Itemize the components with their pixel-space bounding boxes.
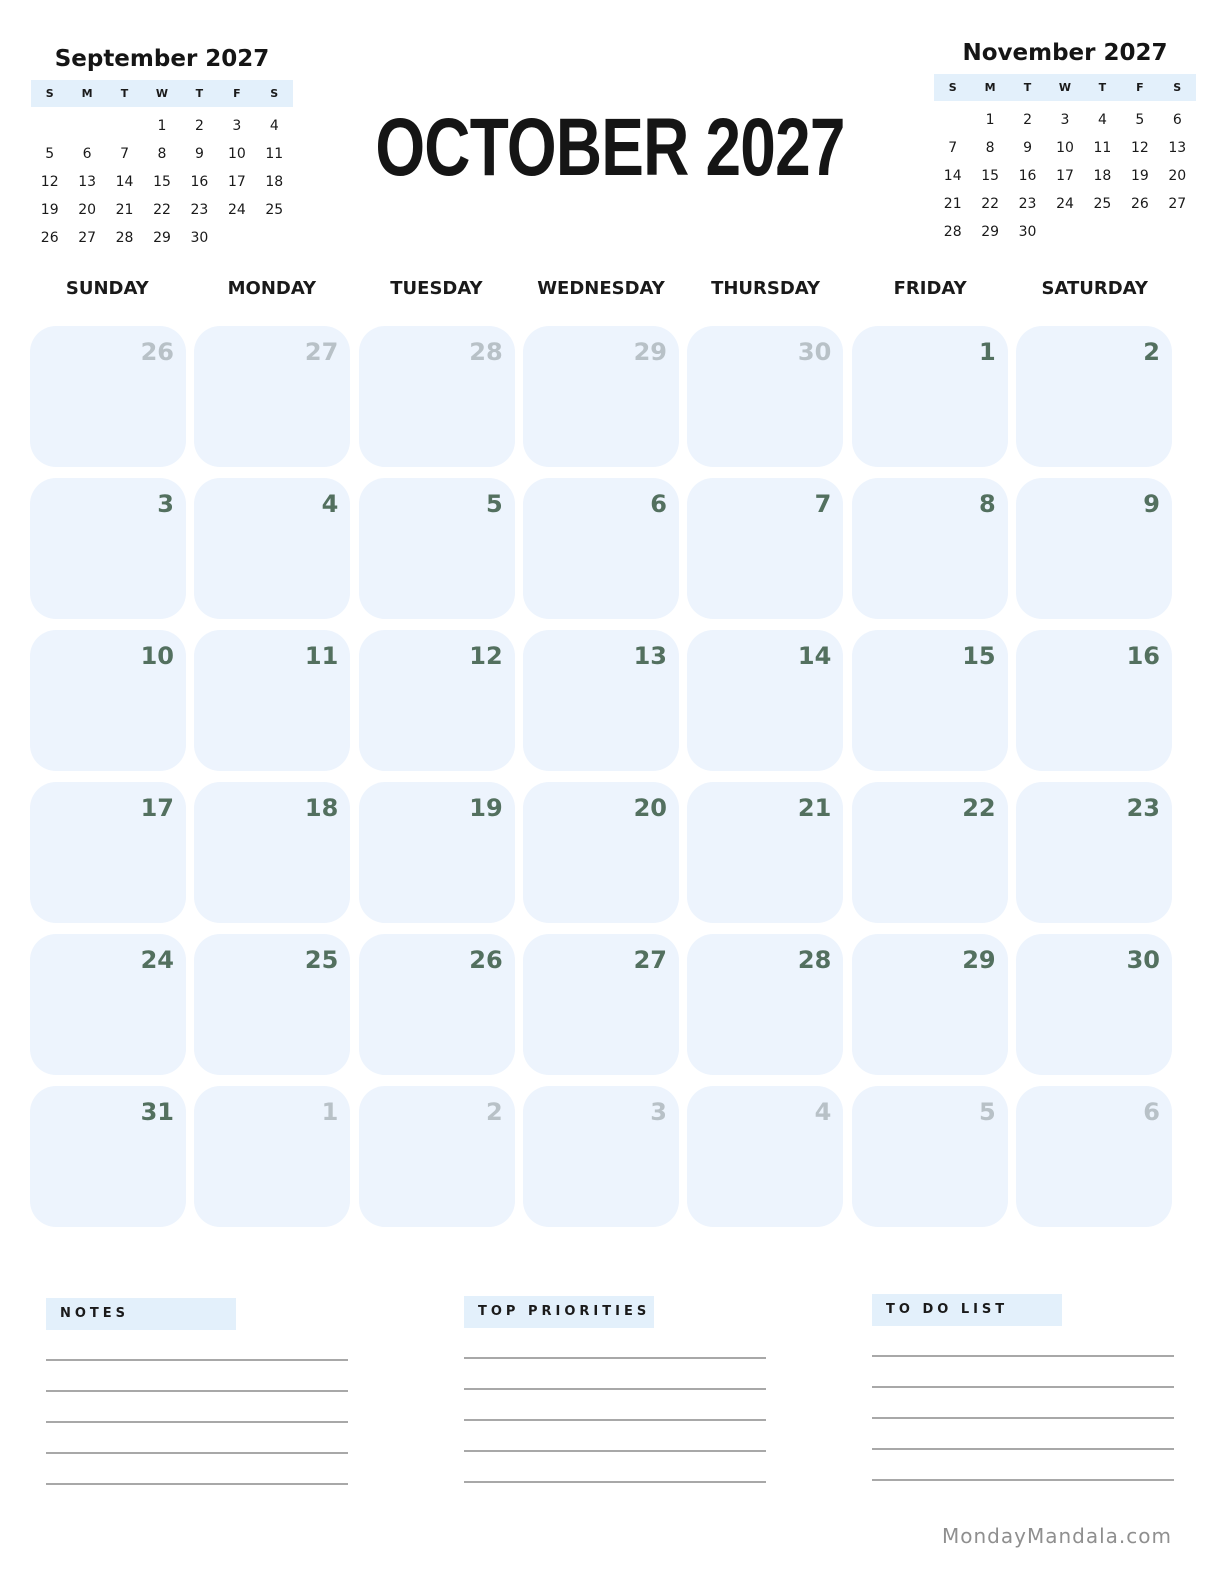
day-cell[interactable] <box>687 630 843 771</box>
day-number: 23 <box>1126 794 1160 822</box>
day-cell[interactable] <box>359 782 515 923</box>
day-number: 11 <box>304 642 339 670</box>
day-number: 22 <box>962 794 996 822</box>
weekday-label: THURSDAY <box>711 278 821 299</box>
day-number: 24 <box>140 946 174 974</box>
page-title: OCTOBER 2027 <box>375 102 845 193</box>
weekday-header-row <box>25 278 1177 299</box>
day-number: 3 <box>650 1098 667 1126</box>
day-number: 10 <box>140 642 174 670</box>
mini-calendar-cell: 30 <box>190 230 209 246</box>
notes-label: NOTES <box>46 1298 236 1330</box>
mini-calendar-cell: 22 <box>981 196 1000 212</box>
day-number: 4 <box>321 490 339 518</box>
mini-calendar-cell: 22 <box>153 202 171 218</box>
day-cell[interactable] <box>30 478 186 619</box>
mini-calendar-cell: S <box>1173 81 1182 94</box>
mini-calendar-cell: 3 <box>232 118 242 134</box>
mini-calendar-november <box>934 38 1196 246</box>
mini-calendar-cell: 12 <box>1130 140 1149 156</box>
mini-calendar-cell: 6 <box>82 146 92 162</box>
notes-line[interactable] <box>46 1483 348 1485</box>
mini-calendar-cell: 13 <box>78 174 97 190</box>
mini-calendar-cell: 2 <box>1023 112 1033 128</box>
mini-calendar-cell: 27 <box>1168 196 1187 212</box>
day-number: 26 <box>140 338 174 366</box>
weekday-label: SATURDAY <box>1041 278 1148 299</box>
priorities-line[interactable] <box>464 1419 766 1421</box>
day-cell[interactable] <box>523 630 679 771</box>
mini-calendar-cell: 23 <box>190 202 209 218</box>
day-cell[interactable] <box>30 630 186 771</box>
day-number: 20 <box>633 794 667 822</box>
day-cell[interactable] <box>687 326 843 467</box>
mini-calendar-cell: 25 <box>1093 196 1112 212</box>
day-number: 1 <box>978 338 996 366</box>
todo-line[interactable] <box>872 1386 1174 1388</box>
mini-calendar-cell: S <box>270 87 279 100</box>
day-number: 29 <box>962 946 996 974</box>
mini-calendar-cell: T <box>1098 81 1107 94</box>
priorities-line[interactable] <box>464 1450 766 1452</box>
mini-calendar-cell: 10 <box>1056 140 1074 156</box>
mini-calendar-cell: W <box>1058 81 1072 94</box>
notes-line[interactable] <box>46 1452 348 1454</box>
mini-calendar-cell: 14 <box>943 168 962 184</box>
mini-calendar-cell: 19 <box>40 202 59 218</box>
day-cell[interactable] <box>523 326 679 467</box>
mini-calendar-days <box>934 106 1196 246</box>
day-cell[interactable] <box>523 782 679 923</box>
notes-section <box>46 1298 348 1485</box>
day-number: 21 <box>797 794 832 822</box>
mini-calendar-cell: T <box>120 87 129 100</box>
day-cell[interactable] <box>194 782 350 923</box>
mini-calendar-cell: 29 <box>153 230 171 246</box>
mini-calendar-cell: 7 <box>948 140 958 156</box>
day-number: 27 <box>633 946 667 974</box>
day-cell[interactable] <box>687 478 843 619</box>
mini-calendar-cell: 25 <box>265 202 284 218</box>
day-cell[interactable] <box>852 326 1008 467</box>
weekday-label: TUESDAY <box>390 278 483 299</box>
day-cell[interactable] <box>523 478 679 619</box>
day-cell[interactable] <box>359 326 515 467</box>
mini-calendar-cell: 24 <box>227 202 246 218</box>
day-cell[interactable] <box>852 934 1008 1075</box>
month-grid <box>30 326 1178 1227</box>
day-cell[interactable] <box>852 1086 1008 1227</box>
day-number: 12 <box>469 642 503 670</box>
mini-calendar-cell: 10 <box>227 146 246 162</box>
day-cell[interactable] <box>30 326 186 467</box>
mini-calendar-cell: 16 <box>1018 168 1037 184</box>
day-cell[interactable] <box>30 782 186 923</box>
priorities-line[interactable] <box>464 1481 766 1483</box>
day-number: 25 <box>304 946 339 974</box>
day-cell[interactable] <box>687 934 843 1075</box>
notes-line[interactable] <box>46 1390 348 1392</box>
mini-calendar-cell: 8 <box>157 146 167 162</box>
day-number: 29 <box>633 338 667 366</box>
mini-calendar-cell: 9 <box>1023 140 1033 156</box>
day-cell[interactable] <box>194 934 350 1075</box>
mini-calendar-weekdays <box>934 74 1196 101</box>
day-cell[interactable] <box>359 934 515 1075</box>
day-number: 9 <box>1143 490 1160 518</box>
day-number: 28 <box>797 946 832 974</box>
to-do-list-section <box>872 1294 1174 1481</box>
mini-calendar-cell: 9 <box>194 146 204 162</box>
mini-calendar-cell: 21 <box>115 202 134 218</box>
mini-calendar-cell: 4 <box>269 118 279 134</box>
notes-line[interactable] <box>46 1421 348 1423</box>
mini-calendar-cell: F <box>233 87 241 100</box>
mini-calendar-cell: 11 <box>265 146 284 162</box>
to-do-list-label: TO DO LIST <box>872 1294 1062 1326</box>
day-number: 15 <box>962 642 996 670</box>
mini-calendar-cell: 14 <box>115 174 134 190</box>
day-number: 26 <box>469 946 503 974</box>
footer-watermark: MondayMandala.com <box>942 1524 1172 1548</box>
mini-calendar-cell: 30 <box>1018 224 1037 240</box>
mini-calendar-cell: 24 <box>1056 196 1074 212</box>
day-cell[interactable] <box>1016 782 1172 923</box>
day-number: 18 <box>304 794 339 822</box>
day-cell[interactable] <box>852 478 1008 619</box>
mini-calendar-cell: 4 <box>1097 112 1107 128</box>
todo-line[interactable] <box>872 1417 1174 1419</box>
day-number: 13 <box>633 642 667 670</box>
mini-calendar-cell: W <box>155 87 169 100</box>
mini-calendar-cell: 2 <box>194 118 204 134</box>
mini-calendar-cell: 17 <box>1056 168 1074 184</box>
mini-calendar-cell: S <box>45 87 54 100</box>
day-number: 19 <box>469 794 503 822</box>
mini-calendar-cell: 15 <box>153 174 171 190</box>
mini-calendar-cell: 28 <box>943 224 962 240</box>
mini-calendar-cell: 18 <box>265 174 284 190</box>
day-cell[interactable] <box>359 478 515 619</box>
day-cell[interactable] <box>1016 934 1172 1075</box>
day-cell[interactable] <box>30 934 186 1075</box>
day-number: 16 <box>1126 642 1160 670</box>
mini-calendar-cell: 3 <box>1060 112 1070 128</box>
day-number: 2 <box>485 1098 503 1126</box>
day-number: 30 <box>797 338 832 366</box>
weekday-label: WEDNESDAY <box>537 278 665 299</box>
top-priorities-label: TOP PRIORITIES <box>464 1296 654 1328</box>
mini-calendar-cell: 15 <box>981 168 1000 184</box>
day-number: 7 <box>814 490 832 518</box>
day-cell[interactable] <box>1016 1086 1172 1227</box>
day-cell[interactable] <box>523 1086 679 1227</box>
day-number: 30 <box>1126 946 1160 974</box>
day-number: 3 <box>157 490 174 518</box>
mini-calendar-cell: T <box>195 87 204 100</box>
mini-calendar-cell: 19 <box>1130 168 1149 184</box>
day-number: 14 <box>797 642 832 670</box>
day-number: 31 <box>140 1098 174 1126</box>
day-number: 17 <box>140 794 174 822</box>
top-priorities-section <box>464 1296 766 1483</box>
day-number: 4 <box>814 1098 832 1126</box>
mini-calendar-cell: 12 <box>40 174 59 190</box>
day-number: 6 <box>1143 1098 1160 1126</box>
day-cell[interactable] <box>1016 630 1172 771</box>
mini-calendar-cell: 26 <box>1130 196 1149 212</box>
day-number: 2 <box>1143 338 1160 366</box>
mini-calendar-cell: 16 <box>190 174 209 190</box>
priorities-line[interactable] <box>464 1357 766 1359</box>
day-number: 8 <box>978 490 996 518</box>
mini-calendar-cell: F <box>1136 81 1144 94</box>
mini-calendar-cell: T <box>1023 81 1032 94</box>
mini-calendar-cell: 26 <box>40 230 59 246</box>
day-cell[interactable] <box>359 630 515 771</box>
day-cell[interactable] <box>194 1086 350 1227</box>
mini-calendar-cell: 7 <box>120 146 130 162</box>
day-cell[interactable] <box>523 934 679 1075</box>
mini-calendar-cell: 28 <box>115 230 134 246</box>
day-number: 5 <box>978 1098 996 1126</box>
day-number: 5 <box>485 490 503 518</box>
mini-calendar-cell: 8 <box>985 140 995 156</box>
mini-calendar-cell: 6 <box>1172 112 1182 128</box>
mini-calendar-cell: 13 <box>1168 140 1187 156</box>
mini-calendar-cell: 1 <box>157 118 167 134</box>
day-number: 27 <box>304 338 339 366</box>
day-cell[interactable] <box>852 630 1008 771</box>
day-cell[interactable] <box>30 1086 186 1227</box>
day-cell[interactable] <box>194 326 350 467</box>
mini-calendar-cell: M <box>81 87 93 100</box>
weekday-label: SUNDAY <box>65 278 149 299</box>
day-cell[interactable] <box>852 782 1008 923</box>
day-cell[interactable] <box>194 478 350 619</box>
day-cell[interactable] <box>194 630 350 771</box>
mini-calendar-cell: 21 <box>943 196 962 212</box>
notes-line[interactable] <box>46 1359 348 1361</box>
mini-calendar-cell: S <box>948 81 957 94</box>
day-cell[interactable] <box>687 782 843 923</box>
mini-calendar-cell: 1 <box>985 112 995 128</box>
day-number: 28 <box>469 338 503 366</box>
mini-calendar-cell: 5 <box>1135 112 1145 128</box>
mini-calendar-cell: 29 <box>981 224 1000 240</box>
weekday-label: MONDAY <box>227 278 317 299</box>
mini-calendar-cell: 20 <box>78 202 97 218</box>
mini-calendar-cell: 5 <box>45 146 55 162</box>
day-number: 1 <box>321 1098 339 1126</box>
day-cell[interactable] <box>359 1086 515 1227</box>
mini-calendar-cell: 11 <box>1093 140 1112 156</box>
mini-calendar-cell: 18 <box>1093 168 1112 184</box>
mini-calendar-cell: 17 <box>227 174 246 190</box>
mini-calendar-title: September 2027 <box>54 46 270 72</box>
mini-calendar-september <box>31 44 293 252</box>
day-number: 6 <box>650 490 667 518</box>
mini-calendar-cell: 20 <box>1168 168 1187 184</box>
mini-calendar-weekdays <box>31 80 293 107</box>
day-cell[interactable] <box>1016 478 1172 619</box>
priorities-line[interactable] <box>464 1388 766 1390</box>
weekday-label: FRIDAY <box>893 278 967 299</box>
day-cell[interactable] <box>687 1086 843 1227</box>
mini-calendar-cell: 27 <box>78 230 97 246</box>
todo-line[interactable] <box>872 1448 1174 1450</box>
todo-line[interactable] <box>872 1479 1174 1481</box>
todo-line[interactable] <box>872 1355 1174 1357</box>
mini-calendar-cell: M <box>984 81 996 94</box>
mini-calendar-cell: 23 <box>1018 196 1037 212</box>
mini-calendar-days <box>31 112 293 252</box>
day-cell[interactable] <box>1016 326 1172 467</box>
mini-calendar-title: November 2027 <box>962 40 1168 66</box>
